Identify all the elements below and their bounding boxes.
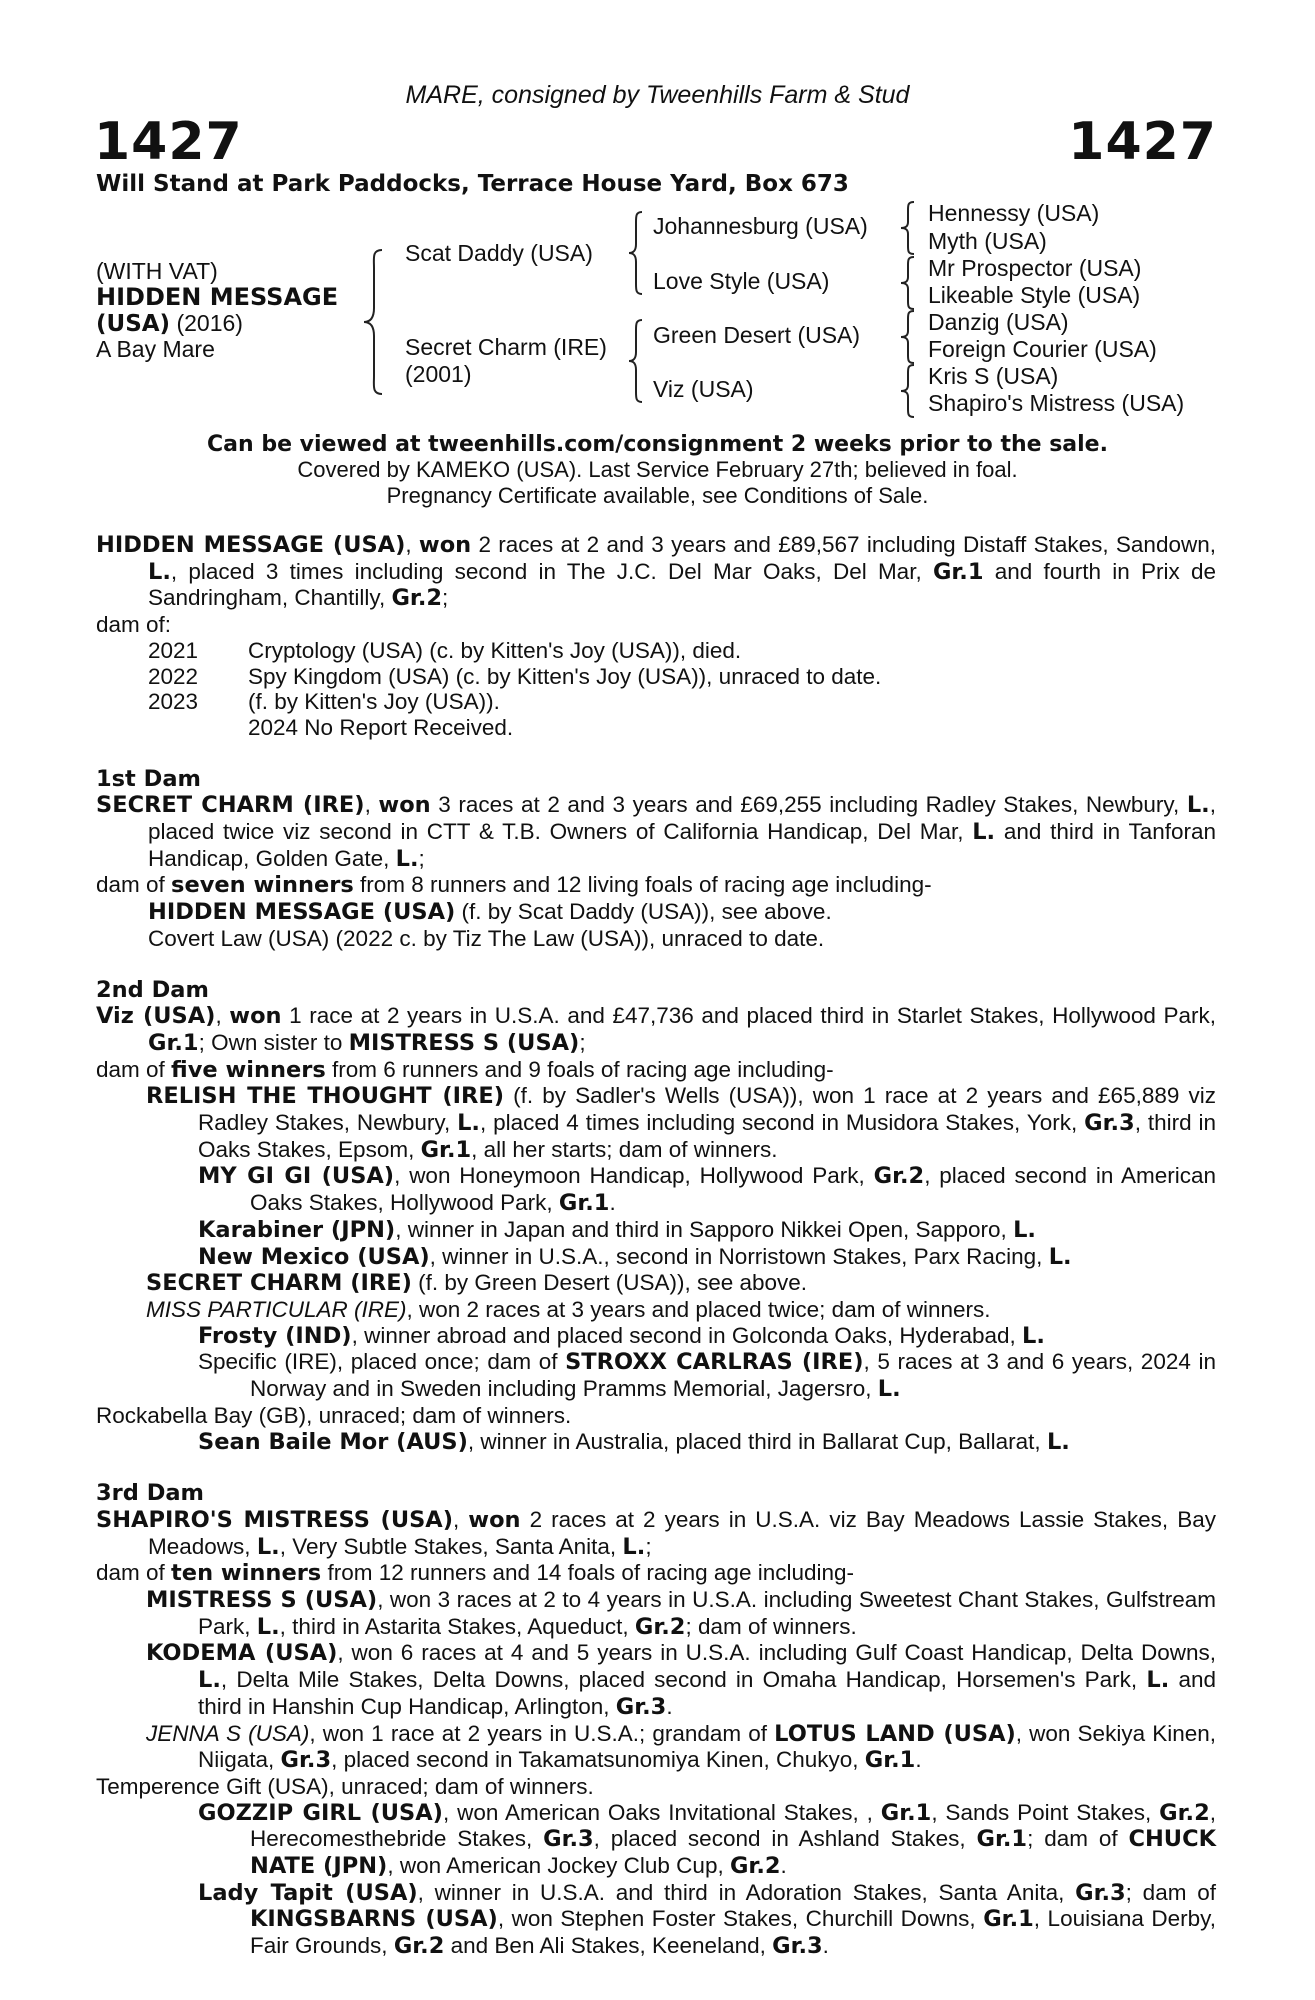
sire-dam: Love Style (USA) [653,268,830,294]
grandsire-6: Foreign Courier (USA) [928,336,1157,362]
second-dam-heading: 2nd Dam [96,976,209,1003]
brace-g1 [898,200,920,256]
grandsire-3: Mr Prospector (USA) [928,255,1142,281]
grandsire-8: Shapiro's Mistress (USA) [928,390,1185,416]
list-item: Sean Baile Mor (AUS), winner in Australia, placed third in Ballarat Cup, Ballarat, L. [198,1428,1070,1455]
catalogue-body [96,532,1216,1960]
consignment-line: MARE, consigned by Tweenhills Farm & Stud [405,81,910,109]
third-dam-produce: dam of ten winners from 12 runners and 14 foals of racing age including- [96,1560,855,1587]
dam-sire: Green Desert (USA) [653,322,861,348]
stand-location: Will Stand at Park Paddocks, Terrace House Yard, Box 673 [96,171,849,197]
dam-dam: Viz (USA) [653,376,754,402]
grandsire-7: Kris S (USA) [928,363,1059,389]
list-item: New Mexico (USA), winner in U.S.A., second in Norristown Stakes, Parx Racing, L. [198,1243,1072,1270]
horse-origin: (USA) [96,311,171,337]
list-item: HIDDEN MESSAGE (USA) (f. by Scat Daddy (USA)), see above. [148,899,832,926]
brace-dam [626,318,648,404]
covered-note: Covered by KAMEKO (USA). Last Service February 27th; believed in foal. [297,457,1018,482]
list-item: Temperence Gift (USA), unraced; dam of winners. [96,1773,594,1799]
foal-row: 2021 Cryptology (USA) (c. by Kitten's Joy (USA)), died. [148,637,742,663]
first-dam-produce: dam of seven winners from 8 runners and 12 living foals of racing age including- [96,872,932,899]
horse-year: (2016) [170,310,243,336]
vat-label: (WITH VAT) [96,258,218,284]
list-item: Frosty (IND), winner abroad and placed second in Golconda Oaks, Hyderabad, L. [198,1322,1045,1349]
brace-sire [626,210,648,296]
viewing-note: Can be viewed at tweenhills.com/consignment 2 weeks prior to the sale. [207,432,1108,457]
horse-name: HIDDEN MESSAGE [96,283,339,311]
brace-g3 [898,309,920,365]
sire: Scat Daddy (USA) [405,240,593,266]
list-item: JENNA S (USA), won 1 race at 2 years in U.S.A.; grandam of LOTUS LAND (USA), won Sekiya Kinen, Niigata, Gr.3, placed second in Takamatsunomiya Kinen, Chukyo, Gr.1. [146,1720,1216,1774]
list-item: Specific (IRE), placed once; dam of STROXX CARLRAS (IRE), 5 races at 3 and 6 years, 2024 in Norway and in Sweden including Pramms Memorial, Jagersro, L. [198,1349,1216,1403]
foal-row: 2022 Spy Kingdom (USA) (c. by Kitten's Joy (USA)), unraced to date. [148,663,882,689]
list-item: Lady Tapit (USA), winner in U.S.A. and third in Adoration Stakes, Santa Anita, Gr.3; dam of KINGSBARNS (USA), won Stephen Foster Stakes, Churchill Downs, Gr.1, Louisiana Derby, Fair Grounds, Gr.2 and Ben Ali Stakes, Keeneland, Gr.3. [198,1879,1217,1960]
brace-g4 [898,363,920,419]
first-dam-heading: 1st Dam [96,765,201,792]
list-item: GOZZIP GIRL (USA), won American Oaks Invitational Stakes, , Gr.1, Sands Point Stakes, Gr.2, Herecomesthebride Stakes, Gr.3, placed second in Ashland Stakes, Gr.1; dam of CHUCK NATE (JPN), won American Jockey Club Cup, Gr.2. [198,1799,1217,1880]
grandsire-2: Myth (USA) [928,228,1047,254]
list-item: MISS PARTICULAR (IRE), won 2 races at 3 years and placed twice; dam of winners. [146,1296,991,1322]
second-dam-record: Viz (USA), won 1 race at 2 years in U.S.A. and £47,736 and placed third in Starlet Stakes, Hollywood Park, Gr.1; Own sister to MISTRESS S (USA); [96,1003,1216,1056]
list-item: Covert Law (USA) (2022 c. by Tiz The Law (USA)), unraced to date. [148,925,825,951]
pregnancy-note: Pregnancy Certificate available, see Conditions of Sale. [386,483,929,508]
horse-record: HIDDEN MESSAGE (USA), won 2 races at 2 and 3 years and £89,567 including Distaff Stakes, Sandown, L., placed 3 times including second in The J.C. Del Mar Oaks, Del Mar, Gr.1 and fourth in Prix de Sandringham, Chantilly, Gr.2; [96,532,1216,612]
list-item: RELISH THE THOUGHT (IRE) (f. by Sadler's Wells (USA)), won 1 race at 2 years and £65,889 viz Radley Stakes, Newbury, L., placed 4 times including second in Musidora Stakes, York, Gr.3, third in Oaks Stakes, Epsom, Gr.1, all her starts; dam of winners. [146,1083,1217,1163]
sire-sire: Johannesburg (USA) [653,213,868,239]
grandsire-1: Hennessy (USA) [928,200,1100,226]
dam-of-label: dam of: [96,612,172,638]
second-dam-produce: dam of five winners from 6 runners and 9 foals of racing age including- [96,1056,834,1083]
list-item: KODEMA (USA), won 6 races at 4 and 5 years in U.S.A. including Gulf Coast Handicap, Delta Downs, L., Delta Mile Stakes, Delta Downs, placed second in Omaha Handicap, Horsemen's Park, L. and third in Hanshin Cup Handicap, Arlington, Gr.3. [146,1640,1217,1720]
grandsire-5: Danzig (USA) [928,309,1069,335]
horse-description: A Bay Mare [96,336,215,362]
dam-year: (2001) [405,361,472,387]
third-dam-heading: 3rd Dam [96,1480,204,1507]
list-item: Rockabella Bay (GB), unraced; dam of winners. [96,1402,572,1428]
list-item: SECRET CHARM (IRE) (f. by Green Desert (USA)), see above. [146,1270,808,1297]
brace-main [360,248,390,396]
brace-g2 [898,255,920,311]
dam: Secret Charm (IRE) [405,334,607,360]
list-item: MISTRESS S (USA), won 3 races at 2 to 4 years in U.S.A. including Sweetest Chant Stakes, Gulfstream Park, L., third in Astarita Stakes, Aqueduct, Gr.2; dam of winners. [146,1587,1216,1640]
foal-row: 2023 (f. by Kitten's Joy (USA)). [148,689,500,715]
third-dam-record: SHAPIRO'S MISTRESS (USA), won 2 races at 2 years in U.S.A. viz Bay Meadows Lassie Stakes, Bay Meadows, L., Very Subtle Stakes, Santa Anita, L.; [96,1506,1216,1560]
horse-origin-year [96,310,243,338]
grandsire-4: Likeable Style (USA) [928,282,1141,308]
foal-row: 2024 No Report Received. [248,714,514,740]
list-item: MY GI GI (USA), won Honeymoon Handicap, Hollywood Park, Gr.2, placed second in American Oaks Stakes, Hollywood Park, Gr.1. [198,1163,1216,1217]
lot-number-right: 1427 [1068,112,1217,172]
list-item: Karabiner (JPN), winner in Japan and third in Sapporo Nikkei Open, Sapporo, L. [198,1216,1036,1243]
lot-number-left: 1427 [94,112,243,172]
first-dam-record: SECRET CHARM (IRE), won 3 races at 2 and 3 years and £69,255 including Radley Stakes, Newbury, L., placed twice viz second in CTT & T.B. Owners of California Handicap, Del Mar, L. and third in Tanforan Handicap, Golden Gate, L.; [96,792,1217,872]
